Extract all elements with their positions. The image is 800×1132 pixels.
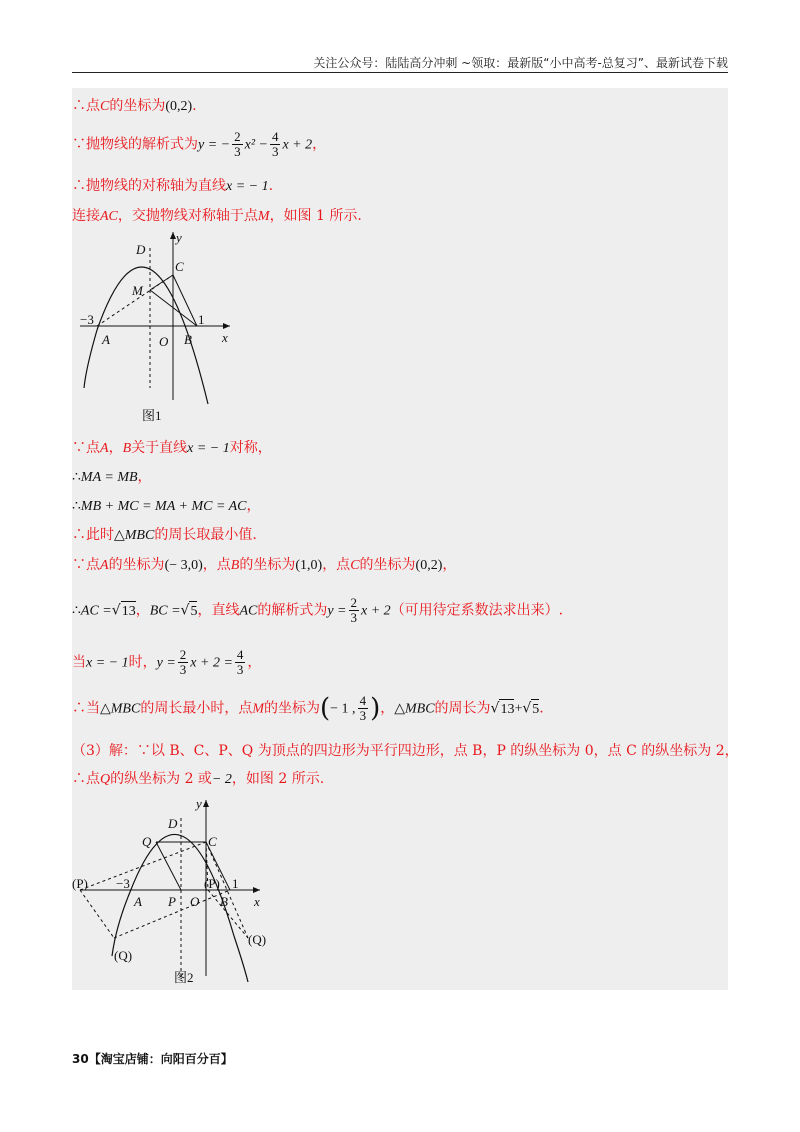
figure-caption: 图2 — [174, 970, 194, 985]
line-8 — [72, 525, 257, 546]
radicand: 13 — [121, 601, 136, 622]
text: ∴点 — [72, 98, 100, 114]
denominator: 3 — [271, 144, 279, 159]
point-label: A — [100, 441, 109, 456]
fraction — [270, 130, 281, 159]
math-expr: x + 2 — [361, 603, 391, 619]
text: 的坐标为 — [108, 557, 165, 573]
text: ， — [246, 498, 261, 514]
text: 当 — [72, 654, 86, 671]
numerator: 4 — [236, 647, 244, 662]
point-label-q-alt-2: (Q) — [248, 932, 267, 947]
text: ，点 — [202, 557, 231, 573]
math-expr: x = − 1 — [86, 655, 129, 671]
coordinate: (1,0) — [295, 558, 323, 573]
point-label-o: O — [159, 334, 169, 349]
text: ∴当 — [72, 700, 100, 717]
fraction — [178, 648, 189, 677]
point-label: M — [257, 209, 270, 224]
radicand: 5 — [189, 601, 197, 622]
text: ∴此时 — [72, 527, 114, 543]
left-paren: ( — [320, 693, 331, 724]
math-expr: x = − 1 — [187, 441, 230, 456]
text: ∴ — [72, 469, 81, 485]
line-7 — [72, 496, 261, 517]
numerator: 2 — [350, 595, 358, 610]
axis-label-x: x — [254, 894, 260, 909]
text: （3）解：∵以 B、C、P、Q 为顶点的四边形为平行四边形，点 B，P 的纵坐标为 0，点 C 的纵坐标为 2， — [72, 743, 739, 759]
text: 对称， — [229, 440, 272, 456]
math-expr: △MBC — [114, 528, 155, 543]
text: 的坐标为 — [359, 557, 416, 573]
sqrt-icon: √ — [522, 700, 532, 717]
axis-label-y: y — [196, 796, 202, 811]
tick-label-1: 1 — [198, 312, 205, 327]
line-12 — [72, 694, 544, 723]
point-label-a: A — [102, 332, 110, 347]
radicand: 5 — [531, 699, 539, 720]
point-label-c: C — [208, 834, 217, 849]
line-5 — [72, 438, 272, 459]
text: ， — [108, 440, 123, 456]
point-label: C — [100, 99, 110, 114]
point-label-o: O — [190, 894, 200, 909]
text: ，如图 2 所示. — [231, 771, 325, 787]
sqrt-icon: √ — [111, 602, 121, 619]
text: （可用待定系数法求出来）. — [390, 602, 564, 619]
math-expr: y = − — [198, 137, 231, 153]
text: 的周长取最小值. — [154, 527, 257, 543]
text: ∴点 — [72, 771, 100, 787]
math-expr: x + 2 = — [190, 655, 233, 671]
text: 关于直线 — [131, 440, 188, 456]
coordinate: (0,2) — [165, 99, 193, 114]
denominator: 3 — [234, 144, 241, 159]
numerator: 4 — [271, 129, 279, 144]
text: 连接 — [72, 208, 100, 224]
math-expr: x = − 1 — [226, 179, 269, 194]
math-expr: AC — [100, 209, 118, 224]
point-label-c: C — [175, 259, 184, 274]
point-label-p: P — [168, 894, 176, 909]
figure-1 — [72, 228, 242, 428]
point-label-d: D — [168, 816, 178, 831]
math-expr: x² − — [244, 137, 268, 153]
text: ， — [442, 557, 457, 573]
line-10 — [72, 596, 563, 625]
text: ， — [312, 136, 327, 153]
line-9 — [72, 555, 456, 576]
text: 的坐标为 — [109, 98, 166, 114]
denominator: 3 — [359, 708, 367, 723]
line-1 — [72, 96, 197, 117]
point-label-q-alt-1: (Q) — [114, 948, 133, 963]
text: ∵点 — [72, 440, 100, 456]
coordinate: (0,2) — [415, 558, 443, 573]
text: ，如图 1 所示. — [269, 208, 362, 224]
line-4 — [72, 206, 362, 227]
fraction — [235, 648, 246, 677]
text: ，直线 — [197, 602, 240, 619]
math-expr: AC = — [80, 603, 112, 619]
point-label-b: B — [184, 332, 192, 347]
text: ∴抛物线的对称轴为直线 — [72, 178, 226, 194]
point-label-p-alt-1: (P) — [72, 876, 88, 891]
point-label: Q — [100, 772, 111, 787]
text: ∵抛物线的解析式为 — [72, 136, 198, 153]
text: ， — [247, 654, 262, 671]
sqrt-icon: √ — [180, 602, 190, 619]
page-header: 关注公众号：陆陆高分冲刺 ~领取：最新版“小中高考-总复习”、最新试卷下载 — [72, 56, 728, 73]
text: . — [539, 700, 544, 717]
text: ∴ — [72, 602, 81, 619]
text: ， — [135, 602, 150, 619]
point-label-q: Q — [142, 834, 152, 849]
denominator: 3 — [179, 662, 187, 677]
tick-label-1: 1 — [232, 876, 239, 891]
text: ，交抛物线对称轴于点 — [117, 208, 258, 224]
math-expr: BC = — [149, 603, 181, 619]
math-expr: △MBC — [394, 701, 435, 717]
coordinate: (− 3,0) — [164, 558, 203, 573]
point-label: M — [252, 701, 264, 717]
point-label: A — [100, 558, 109, 573]
text: 的坐标为 — [264, 700, 320, 717]
text: 的周长为 — [434, 700, 491, 717]
math-expr: y = — [327, 603, 347, 619]
text: 的解析式为 — [257, 602, 328, 619]
line-6 — [72, 467, 152, 488]
denominator: 3 — [350, 610, 358, 625]
text: 的周长最小时，点 — [140, 700, 253, 717]
text: ∵点 — [72, 557, 100, 573]
math-expr: − 2 — [211, 772, 232, 787]
figure-caption: 图1 — [142, 408, 162, 423]
fraction — [232, 130, 243, 159]
numerator: 2 — [234, 129, 241, 144]
point-label: B — [230, 558, 240, 573]
text: ， — [380, 700, 395, 717]
tick-label-neg3: −3 — [80, 312, 94, 327]
point-label-b: B — [220, 894, 228, 909]
math-expr: + — [514, 701, 523, 717]
sqrt-icon: √ — [490, 700, 500, 717]
line-14 — [72, 769, 324, 790]
numerator: 4 — [359, 693, 367, 708]
math-expr: x + 2 — [282, 137, 313, 153]
line-3 — [72, 176, 273, 197]
text: . — [268, 178, 274, 194]
solution-content — [72, 88, 739, 990]
text: . — [192, 98, 197, 114]
line-13 — [72, 741, 739, 761]
radicand: 13 — [499, 699, 514, 720]
math-expr: AC — [239, 603, 258, 619]
math-expr: MA = MB — [80, 470, 138, 485]
text: ， — [137, 469, 152, 485]
denominator: 3 — [236, 662, 244, 677]
figure-2 — [72, 796, 292, 988]
text: 的坐标为 — [239, 557, 296, 573]
right-paren: ) — [370, 693, 381, 724]
math-expr: − 1 , — [330, 701, 356, 717]
tick-label-neg3: −3 — [116, 876, 130, 891]
point-label-m: M — [132, 283, 143, 298]
numerator: 2 — [179, 647, 187, 662]
axis-label-x: x — [222, 330, 228, 345]
page-footer: 30【淘宝店铺：向阳百分百】 — [72, 1052, 233, 1066]
text: ∴ — [72, 498, 81, 514]
point-label-d: D — [136, 242, 146, 257]
point-label-p-alt-2: (P) — [204, 876, 220, 891]
point-label-a: A — [134, 894, 142, 909]
text: ，点 — [322, 557, 351, 573]
line-2 — [72, 130, 326, 159]
axis-label-y: y — [176, 230, 182, 245]
math-expr: △MBC — [100, 701, 141, 717]
line-11 — [72, 648, 261, 677]
text: 时， — [128, 654, 157, 671]
fraction — [349, 596, 360, 625]
text: 的纵坐标为 2 或 — [110, 771, 212, 787]
math-expr: MB + MC = MA + MC = AC — [80, 499, 247, 514]
point-label: B — [122, 441, 132, 456]
math-expr: y = — [156, 655, 176, 671]
point-label: C — [350, 558, 360, 573]
fraction — [358, 694, 369, 723]
